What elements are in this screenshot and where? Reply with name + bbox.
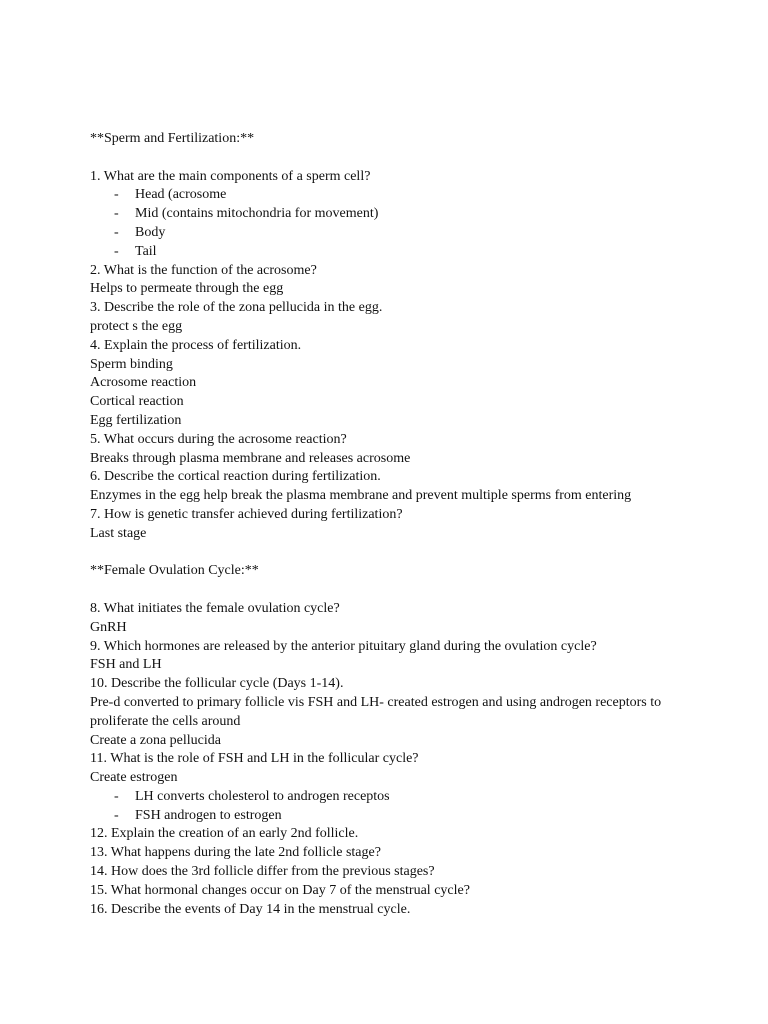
question-5: 5. What occurs during the acrosome reaction?: [90, 431, 347, 447]
answer-4-item: Sperm binding: [90, 356, 173, 372]
dash-marker: -: [114, 807, 119, 823]
question-6: 6. Describe the cortical reaction during fertilization.: [90, 469, 381, 485]
bullet-text: Mid (contains mitochondria for movement): [135, 206, 379, 222]
bullet-item: [90, 224, 708, 243]
bullet-item: [90, 205, 708, 224]
answer-6: Enzymes in the egg help break the plasma membrane and prevent multiple sperms from entering: [90, 488, 632, 504]
answer-9: FSH and LH: [90, 657, 162, 673]
question-16: 16. Describe the events of Day 14 in the menstrual cycle.: [90, 901, 411, 917]
answer-7: Last stage: [90, 525, 147, 541]
question-15: 15. What hormonal changes occur on Day 7 of the menstrual cycle?: [90, 882, 470, 898]
answer-2: Helps to permeate through the egg: [90, 281, 284, 297]
question-3: 3. Describe the role of the zona pellucida in the egg.: [90, 300, 383, 316]
bullet-item: [90, 243, 708, 262]
section-heading-sperm: **Sperm and Fertilization:**: [90, 131, 255, 146]
blank-line: [90, 149, 708, 168]
answer-3: protect s the egg: [90, 318, 183, 334]
question-10: 10. Describe the follicular cycle (Days 1-14).: [90, 676, 344, 692]
bullet-text: FSH androgen to estrogen: [135, 807, 282, 823]
question-4: 4. Explain the process of fertilization.: [90, 337, 302, 353]
dash-marker: -: [114, 243, 119, 259]
question-2: 2. What is the function of the acrosome?: [90, 262, 317, 278]
bullet-text: LH converts cholesterol to androgen receptos: [135, 788, 390, 804]
answer-11: Create estrogen: [90, 770, 178, 786]
bullet-text: Body: [135, 224, 166, 240]
answer-10-line1: Pre-d converted to primary follicle vis FSH and LH- created estrogen and using androgen receptors to: [90, 694, 662, 710]
blank-line: [90, 544, 708, 563]
bullet-item: [90, 807, 708, 826]
answer-10-line2: proliferate the cells around: [90, 713, 241, 729]
question-14: 14. How does the 3rd follicle differ from the previous stages?: [90, 864, 435, 880]
bullet-text: Tail: [135, 243, 157, 259]
bullet-item: [90, 186, 708, 205]
dash-marker: -: [114, 224, 119, 240]
question-9: 9. Which hormones are released by the anterior pituitary gland during the ovulation cycle?: [90, 638, 597, 654]
dash-marker: -: [114, 187, 119, 203]
dash-marker: -: [114, 206, 119, 222]
answer-4-item: Egg fertilization: [90, 412, 182, 428]
question-1: 1. What are the main components of a sperm cell?: [90, 168, 371, 184]
answer-8: GnRH: [90, 619, 127, 635]
answer-10-line3: Create a zona pellucida: [90, 732, 221, 748]
answer-4-item: Acrosome reaction: [90, 375, 197, 391]
answer-4-item: Cortical reaction: [90, 394, 184, 410]
section-heading-ovulation: **Female Ovulation Cycle:**: [90, 563, 259, 579]
question-7: 7. How is genetic transfer achieved during fertilization?: [90, 506, 403, 522]
question-13: 13. What happens during the late 2nd follicle stage?: [90, 845, 381, 861]
blank-line: [90, 581, 708, 600]
bullet-item: [90, 788, 708, 807]
bullet-text: Head (acrosome: [135, 187, 227, 203]
dash-marker: -: [114, 788, 119, 804]
answer-5: Breaks through plasma membrane and releases acrosome: [90, 450, 411, 466]
question-12: 12. Explain the creation of an early 2nd follicle.: [90, 826, 359, 842]
question-11: 11. What is the role of FSH and LH in the follicular cycle?: [90, 751, 419, 767]
question-8: 8. What initiates the female ovulation cycle?: [90, 600, 340, 616]
